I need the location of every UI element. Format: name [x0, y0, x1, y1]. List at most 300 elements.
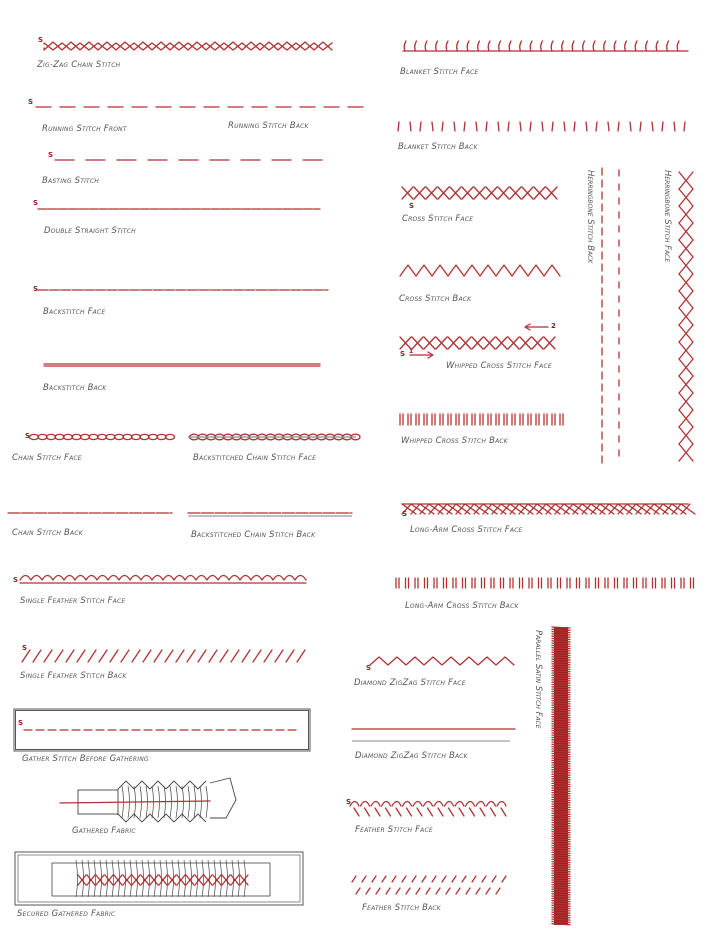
start-marker: S: [400, 350, 406, 358]
chain-loop: [106, 434, 115, 439]
blanket-leg: [467, 41, 469, 51]
label-secured-gathered: Secured Gathered Fabric: [17, 909, 116, 919]
blanket-back-tick: [652, 122, 653, 131]
feather-back-tick: [386, 888, 390, 894]
chain-stitch-face-drawing: [30, 434, 175, 439]
sfeather-slash: [121, 650, 129, 662]
chain-loop: [72, 434, 81, 439]
label-backstitched-chain-back: Backstitched Chain Stitch Back: [191, 530, 316, 540]
long-arm-cross-stitch-face-drawing: [402, 504, 695, 514]
sfeather-scallops: [20, 576, 306, 581]
feather-back-tick: [456, 888, 460, 894]
chain-loop: [30, 434, 39, 439]
feather-back-tick: [446, 888, 450, 894]
sfeather-slash: [154, 650, 162, 662]
whipped-cross-x: [412, 337, 423, 349]
herring-cross: [679, 359, 693, 376]
longarm-back-tick: [681, 578, 684, 588]
blanket-stitch-face-drawing: [403, 41, 688, 51]
blanket-back-tick: [640, 122, 641, 131]
longarm-back-tick: [444, 578, 447, 588]
whipped-cross-stitch-back-drawing: [400, 414, 563, 425]
longarm-back-tick: [662, 578, 665, 588]
secured-cross: [132, 875, 140, 885]
longarm-back-tick: [596, 578, 599, 588]
feather-loop: [413, 802, 422, 817]
blanket-leg: [551, 41, 553, 51]
feather-back-tick: [426, 888, 430, 894]
label-blanket-face: Blanket Stitch Face: [400, 67, 479, 77]
longarm-back-tick: [406, 578, 409, 588]
secured-cross: [150, 875, 158, 885]
cross-x: [522, 187, 533, 199]
cross-x: [486, 187, 497, 199]
blanket-back-tick: [530, 122, 531, 131]
gather-thread: [60, 801, 210, 803]
sfeather-slash: [132, 650, 140, 662]
herring-cross: [679, 444, 693, 461]
feather-back-tick: [432, 876, 436, 882]
fabric-end: [210, 778, 236, 818]
feather-stitch-back-drawing: [352, 876, 506, 894]
feather-back-tick: [412, 876, 416, 882]
chain-loop: [115, 434, 124, 439]
start-marker: S: [366, 664, 372, 672]
start-marker: S: [13, 576, 19, 584]
sfeather-slash: [176, 650, 184, 662]
secured-cross: [213, 875, 221, 885]
blanket-back-tick: [476, 122, 477, 131]
step-marker: 2: [551, 322, 556, 330]
secured-fold: [130, 860, 132, 897]
longarm-back-tick: [453, 578, 456, 588]
feather-loop: [361, 802, 370, 817]
feather-back-tick: [356, 888, 360, 894]
sfeather-slash: [44, 650, 52, 662]
feather-loop: [371, 802, 380, 817]
secured-cross: [186, 875, 194, 885]
secured-cross: [96, 875, 104, 885]
herring-cross: [679, 189, 693, 206]
cross-stitch-back-drawing: [400, 265, 560, 276]
feather-loop: [466, 802, 475, 817]
sfeather-slash: [198, 650, 206, 662]
blanket-back-tick: [420, 122, 421, 131]
blanket-leg: [499, 41, 501, 51]
blanket-leg: [667, 41, 669, 51]
label-running-front: Running Stitch Front: [42, 124, 127, 134]
start-marker: S: [28, 98, 34, 106]
blanket-leg: [488, 41, 490, 51]
blanket-leg: [520, 41, 522, 51]
sfeather-slash: [88, 650, 96, 662]
single-feather-stitch-back-drawing: [22, 650, 305, 662]
longarm-back-tick: [539, 578, 542, 588]
start-marker: S: [48, 151, 54, 159]
longarm-back-tick: [510, 578, 513, 588]
sfeather-slash: [143, 650, 151, 662]
blanket-leg: [604, 41, 606, 51]
secured-cross: [159, 875, 167, 885]
blanket-leg: [572, 41, 574, 51]
feather-back-tick: [482, 876, 486, 882]
blanket-back-tick: [596, 122, 597, 131]
cross-x: [450, 187, 461, 199]
blanket-back-tick: [618, 122, 619, 131]
feather-loop: [487, 802, 496, 817]
blanket-leg: [583, 41, 585, 51]
longarm-back-tick: [520, 578, 523, 588]
feather-back-tick: [366, 888, 370, 894]
start-marker: S: [346, 798, 352, 806]
start-marker: S: [33, 199, 39, 207]
blanket-back-tick: [410, 122, 411, 131]
longarm-back-tick: [558, 578, 561, 588]
secured-cross: [78, 875, 86, 885]
sfeather-slash: [209, 650, 217, 662]
secured-cross: [123, 875, 131, 885]
label-feather-back: Feather Stitch Back: [362, 903, 441, 913]
blanket-leg: [530, 41, 532, 51]
herring-cross: [679, 342, 693, 359]
cross-x: [414, 187, 425, 199]
feather-loop: [403, 802, 412, 817]
secured-inner: [18, 855, 300, 902]
chain-loop: [132, 434, 141, 439]
step-marker: 1: [409, 348, 414, 355]
sfeather-slash: [231, 650, 239, 662]
label-zigzag-chain: Zig-Zag Chain Stitch: [37, 60, 121, 70]
chain-loop: [149, 434, 158, 439]
label-double-straight: Double Straight Stitch: [44, 226, 136, 236]
longarm-back-tick: [624, 578, 627, 588]
blanket-leg: [635, 41, 637, 51]
feather-loop: [445, 802, 454, 817]
secured-fold: [184, 860, 186, 897]
secured-fold: [94, 860, 96, 897]
cross-x: [402, 187, 413, 199]
feather-back-tick: [496, 888, 500, 894]
sfeather-slash: [110, 650, 118, 662]
longarm-back-tick: [691, 578, 694, 588]
longarm-back-tick: [396, 578, 399, 588]
blanket-back-tick: [542, 122, 543, 131]
label-running-back: Running Stitch Back: [228, 121, 309, 131]
cross-stitch-face-drawing: [402, 187, 557, 199]
start-marker: S: [38, 36, 44, 44]
label-blanket-back: Blanket Stitch Back: [398, 142, 478, 152]
label-diamond-face: Diamond ZigZag Stitch Face: [354, 678, 466, 688]
chain-loop: [64, 434, 73, 439]
feather-stitch-face-drawing: [350, 802, 506, 817]
fabric-bottom-edge: [118, 814, 206, 822]
feather-back-tick: [472, 876, 476, 882]
label-backstitched-chain-face: Backstitched Chain Stitch Face: [193, 453, 317, 463]
longarm-back-tick: [548, 578, 551, 588]
feather-back-tick: [392, 876, 396, 882]
label-chain-back: Chain Stitch Back: [12, 528, 83, 538]
sfeather-slash: [33, 650, 41, 662]
label-gather-strip: Gather Stitch Before Gathering: [22, 754, 149, 764]
whipped-cross-x: [484, 337, 495, 349]
feather-back-tick: [466, 888, 470, 894]
sfeather-slash: [99, 650, 107, 662]
herring-cross: [679, 257, 693, 274]
sfeather-slash: [297, 650, 305, 662]
secured-cross: [168, 875, 176, 885]
secured-outer: [15, 852, 303, 905]
fabric-fold: [206, 786, 208, 818]
start-marker: S: [25, 432, 31, 440]
label-chain-face: Chain Stitch Face: [12, 453, 82, 463]
herring-cross: [679, 291, 693, 308]
herring-cross: [679, 206, 693, 223]
blanket-back-tick: [552, 122, 553, 131]
chain-loop: [47, 434, 56, 439]
sfeather-slash: [55, 650, 63, 662]
whipped-cross-x: [436, 337, 447, 349]
blanket-back-tick: [574, 122, 575, 131]
longarm-back-tick: [425, 578, 428, 588]
feather-back-tick: [422, 876, 426, 882]
herring-cross: [679, 240, 693, 257]
secured-gathered-fabric-drawing: [15, 852, 303, 905]
gather-strip-drawing: [14, 709, 310, 751]
cross-x: [426, 187, 437, 199]
feather-back-tick: [396, 888, 400, 894]
longarm-back-tick: [653, 578, 656, 588]
blanket-leg: [677, 41, 679, 51]
sfeather-slash: [66, 650, 74, 662]
whipped-cross-x: [424, 337, 435, 349]
blanket-leg: [656, 41, 658, 51]
longarm-back-tick: [463, 578, 466, 588]
fabric-top-edge: [118, 781, 206, 790]
longarm-back-tick: [586, 578, 589, 588]
secured-fold: [76, 860, 78, 897]
herring-cross: [679, 308, 693, 325]
whipped-cross-x: [532, 337, 543, 349]
blanket-leg: [436, 41, 438, 51]
longarm-back-tick: [615, 578, 618, 588]
blanket-leg: [425, 41, 427, 51]
label-single-feather-back: Single Feather Stitch Back: [20, 671, 127, 681]
fabric-fold: [194, 786, 196, 818]
longarm-back-tick: [472, 578, 475, 588]
feather-back-tick: [352, 876, 356, 882]
blanket-back-tick: [498, 122, 499, 131]
diamond-zigzag: [370, 657, 514, 665]
longarm-back-tick: [643, 578, 646, 588]
label-single-feather-face: Single Feather Stitch Face: [20, 596, 126, 606]
sfeather-slash: [77, 650, 85, 662]
secured-cross: [177, 875, 185, 885]
herring-cross: [679, 376, 693, 393]
herring-cross: [679, 274, 693, 291]
sfeather-slash: [275, 650, 283, 662]
blanket-back-tick: [684, 122, 685, 131]
feather-back-tick: [476, 888, 480, 894]
feather-back-tick: [492, 876, 496, 882]
herring-cross: [679, 427, 693, 444]
secured-cross: [231, 875, 239, 885]
feather-back-tick: [486, 888, 490, 894]
zigzag-chain-stitch-drawing: [44, 42, 332, 50]
chain-loop: [166, 434, 175, 439]
feather-back-tick: [442, 876, 446, 882]
label-whipped-cross-face: Whipped Cross Stitch Face: [446, 361, 552, 371]
herring-cross: [679, 325, 693, 342]
feather-back-tick: [372, 876, 376, 882]
whipped-cross-stitch-face-drawing: [400, 337, 555, 349]
feather-loop: [434, 802, 443, 817]
label-gathered-fabric: Gathered Fabric: [72, 826, 136, 836]
feather-back-tick: [436, 888, 440, 894]
feather-back-tick: [452, 876, 456, 882]
start-marker: S: [33, 285, 39, 293]
whipped-cross-x: [460, 337, 471, 349]
secured-cross: [204, 875, 212, 885]
secured-cross: [105, 875, 113, 885]
blanket-leg: [614, 41, 616, 51]
blanket-back-tick: [674, 122, 675, 131]
label-cross-face: Cross Stitch Face: [402, 214, 474, 224]
sfeather-slash: [286, 650, 294, 662]
longarm-back-tick: [672, 578, 675, 588]
blanket-back-tick: [442, 122, 443, 131]
chain-loop: [140, 434, 149, 439]
blanket-leg: [541, 41, 543, 51]
diamond-zigzag-back-drawing: [352, 729, 515, 741]
blanket-back-tick: [520, 122, 521, 131]
longarm-back-tick: [434, 578, 437, 588]
secured-cross: [240, 875, 248, 885]
feather-back-tick: [416, 888, 420, 894]
label-parallel-satin: Parallel Satin Stitch Face: [533, 630, 543, 729]
blanket-leg: [415, 41, 417, 51]
chain-loop: [55, 434, 64, 439]
blanket-stitch-back-drawing: [398, 122, 685, 131]
feather-loop: [455, 802, 464, 817]
longarm-back-tick: [415, 578, 418, 588]
blanket-leg: [625, 41, 627, 51]
label-cross-back: Cross Stitch Back: [399, 294, 472, 304]
cross-back-zigzag: [400, 265, 560, 276]
feather-back-tick: [382, 876, 386, 882]
feather-loop: [392, 802, 401, 817]
feather-back-tick: [402, 876, 406, 882]
blanket-back-tick: [564, 122, 565, 131]
blanket-leg: [457, 41, 459, 51]
feather-back-tick: [462, 876, 466, 882]
whipped-cross-x: [508, 337, 519, 349]
backstitch-back-drawing: [44, 364, 320, 366]
blanket-leg: [478, 41, 480, 51]
cross-x: [474, 187, 485, 199]
feather-back-tick: [406, 888, 410, 894]
feather-back-tick: [502, 876, 506, 882]
label-whipped-cross-back: Whipped Cross Stitch Back: [401, 436, 508, 446]
label-backstitch-back: Backstitch Back: [43, 383, 107, 393]
blanket-back-tick: [454, 122, 455, 131]
secured-fold: [202, 860, 204, 897]
chain-loop: [81, 434, 90, 439]
chain-loop: [38, 434, 47, 439]
blanket-back-tick: [432, 122, 433, 131]
whipped-cross-x: [520, 337, 531, 349]
diamond-zigzag-face-drawing: [370, 657, 514, 665]
whipped-cross-x: [496, 337, 507, 349]
longarm-back-tick: [482, 578, 485, 588]
blanket-leg: [404, 41, 406, 51]
fabric-fold: [188, 786, 190, 818]
cross-x: [462, 187, 473, 199]
blanket-back-tick: [508, 122, 509, 131]
feather-back-tick: [362, 876, 366, 882]
whipped-cross-x: [448, 337, 459, 349]
blanket-back-tick: [630, 122, 631, 131]
label-feather-face: Feather Stitch Face: [355, 825, 433, 835]
label-diamond-back: Diamond ZigZag Stitch Back: [355, 751, 468, 761]
start-marker: S: [22, 644, 28, 652]
start-marker: S: [409, 202, 415, 210]
parallel-satin-stitch-drawing: [552, 627, 570, 925]
feather-loop: [424, 802, 433, 817]
whipped-cross-x: [544, 337, 555, 349]
label-long-arm-back: Long-Arm Cross Stitch Back: [405, 601, 519, 611]
secured-cross: [141, 875, 149, 885]
backstitched-chain-back-drawing: [188, 513, 352, 516]
longarm-back-tick: [491, 578, 494, 588]
start-marker: S: [18, 719, 24, 727]
chain-loop: [89, 434, 98, 439]
herringbone-stitch-back-drawing: [602, 168, 619, 463]
feather-loop: [382, 802, 391, 817]
start-marker: S: [402, 510, 408, 518]
blanket-leg: [646, 41, 648, 51]
secured-cross: [195, 875, 203, 885]
blanket-back-tick: [662, 122, 663, 131]
feather-loop: [350, 802, 359, 817]
secured-fold: [112, 860, 114, 897]
herring-cross: [679, 410, 693, 427]
longarm-cross: [681, 504, 695, 514]
sfeather-slash: [165, 650, 173, 662]
blanket-leg: [446, 41, 448, 51]
sfeather-slash: [187, 650, 195, 662]
long-arm-cross-stitch-back-drawing: [396, 578, 694, 588]
single-feather-stitch-face-drawing: [20, 576, 306, 584]
herring-cross: [679, 172, 693, 189]
sfeather-slash: [264, 650, 272, 662]
secured-fold: [166, 860, 168, 897]
sfeather-slash: [253, 650, 261, 662]
chain-loop: [98, 434, 107, 439]
secured-fold: [238, 860, 240, 897]
longarm-back-tick: [501, 578, 504, 588]
blanket-back-tick: [486, 122, 487, 131]
herring-cross: [679, 393, 693, 410]
chain-loop: [157, 434, 166, 439]
blanket-back-tick: [586, 122, 587, 131]
fabric-fold: [200, 786, 202, 818]
longarm-back-tick: [577, 578, 580, 588]
cross-x: [438, 187, 449, 199]
cross-x: [498, 187, 509, 199]
whipped-cross-x: [472, 337, 483, 349]
longarm-back-tick: [605, 578, 608, 588]
label-long-arm-face: Long-Arm Cross Stitch Face: [410, 525, 523, 535]
